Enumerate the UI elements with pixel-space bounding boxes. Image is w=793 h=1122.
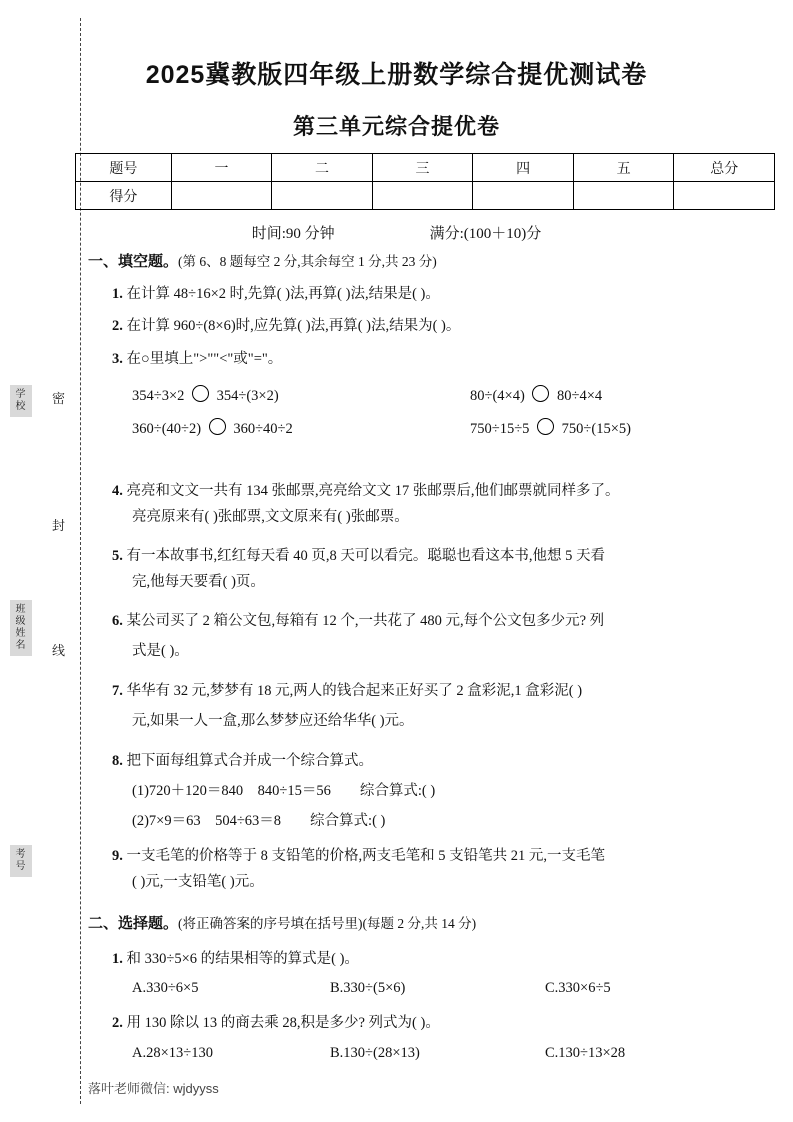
expression-left: 354÷3×2	[132, 388, 185, 404]
side-box-school: 学校	[10, 385, 32, 417]
question-1-2	[112, 315, 460, 337]
circle-blank-icon[interactable]	[537, 418, 554, 435]
score-cell[interactable]	[171, 182, 272, 210]
expression-left: 80÷(4×4)	[470, 388, 525, 404]
question-text: 在计算 960÷(8×6)时,应先算( )法,再算( )法,结果为( )。	[126, 318, 461, 334]
question-1-8-line2	[132, 780, 435, 802]
question-1-8-line3	[132, 810, 385, 832]
question-text: (2)7×9＝63 504÷63＝8 综合算式:( )	[132, 813, 386, 829]
option-2-1-b[interactable]: B.330÷(5×6)	[330, 980, 406, 996]
question-text: 在计算 48÷16×2 时,先算( )法,再算( )法,结果是( )。	[126, 286, 440, 302]
question-1-5	[112, 545, 605, 567]
option-2-2-a[interactable]: A.28×13÷130	[132, 1045, 213, 1061]
question-number: 4.	[112, 483, 123, 499]
question-number: 3.	[112, 351, 123, 367]
question-text: 某公司买了 2 箱公文包,每箱有 12 个,一共花了 480 元,每个公文包多少元? 列	[126, 613, 605, 629]
question-1-7	[112, 680, 582, 702]
expression-left: 750÷15÷5	[470, 421, 530, 437]
side-label-seal: 密	[52, 391, 66, 406]
question-1-3	[112, 348, 282, 370]
compare-row-2-left	[132, 418, 293, 438]
question-number: 1.	[112, 286, 123, 302]
expression-right: 750÷(15×5)	[561, 421, 631, 437]
compare-row-1-left	[132, 385, 279, 405]
question-number: 7.	[112, 683, 123, 699]
question-text: 亮亮和文文一共有 134 张邮票,亮亮给文文 17 张邮票后,他们邮票就同样多了。	[126, 483, 620, 499]
score-cell: 四	[473, 154, 574, 182]
question-1-6-line2	[132, 640, 189, 662]
score-cell: 五	[573, 154, 674, 182]
circle-blank-icon[interactable]	[192, 385, 209, 402]
question-1-9-line2	[132, 871, 264, 893]
expression-right: 360÷40÷2	[233, 421, 293, 437]
score-cell[interactable]	[674, 182, 775, 210]
table-row	[76, 154, 775, 182]
question-number: 8.	[112, 753, 123, 769]
side-box-class-name: 班级姓名	[10, 600, 32, 656]
question-1-8	[112, 750, 373, 772]
section-1-title: 一、填空题。	[88, 254, 179, 270]
question-number: 5.	[112, 548, 123, 564]
score-cell: 总分	[674, 154, 775, 182]
expression-left: 360÷(40÷2)	[132, 421, 202, 437]
question-text: 有一本故事书,红红每天看 40 页,8 天可以看完。聪聪也看这本书,他想 5 天看	[126, 548, 605, 564]
question-text: 华华有 32 元,梦梦有 18 元,两人的钱合起来正好买了 2 盒彩泥,1 盒彩泥( )	[126, 683, 583, 699]
option-2-1-c[interactable]: C.330×6÷5	[545, 980, 611, 996]
question-text: (1)720＋120＝840 840÷15＝56 综合算式:( )	[132, 783, 436, 799]
question-text: 把下面每组算式合并成一个综合算式。	[126, 753, 373, 769]
question-2-2	[112, 1012, 440, 1034]
section-1-note: (第 6、8 题每空 2 分,其余每空 1 分,共 23 分)	[178, 254, 437, 269]
score-cell[interactable]	[272, 182, 373, 210]
question-text: 和 330÷5×6 的结果相等的算式是( )。	[126, 951, 359, 967]
circle-blank-icon[interactable]	[209, 418, 226, 435]
question-number: 1.	[112, 951, 123, 967]
question-text: 一支毛笔的价格等于 8 支铅笔的价格,两支毛笔和 5 支铅笔共 21 元,一支毛笔	[126, 848, 605, 864]
option-2-2-b[interactable]: B.130÷(28×13)	[330, 1045, 420, 1061]
question-number: 9.	[112, 848, 123, 864]
question-1-6	[112, 610, 604, 632]
score-cell[interactable]	[473, 182, 574, 210]
side-label-line: 线	[52, 643, 66, 658]
question-text: ( )元,一支铅笔( )元。	[132, 874, 264, 890]
score-cell: 二	[272, 154, 373, 182]
section-2-heading	[88, 912, 476, 933]
question-text: 完,他每天要看( )页。	[132, 574, 265, 590]
question-text: 用 130 除以 13 的商去乘 28,积是多少? 列式为( )。	[126, 1015, 440, 1031]
question-1-4-line2	[132, 506, 409, 528]
exam-full-score: 满分:(100＋10)分	[429, 226, 542, 242]
question-number: 2.	[112, 318, 123, 334]
side-box-exam-number: 考号	[10, 845, 32, 877]
score-cell: 题号	[76, 154, 172, 182]
question-1-4	[112, 480, 620, 502]
question-text: 在○里填上">""<"或"="。	[126, 351, 283, 367]
question-number: 2.	[112, 1015, 123, 1031]
circle-blank-icon[interactable]	[532, 385, 549, 402]
question-1-7-line2	[132, 710, 414, 732]
compare-row-2-right	[470, 418, 631, 438]
score-cell[interactable]	[372, 182, 473, 210]
question-number: 6.	[112, 613, 123, 629]
side-label-feng: 封	[52, 518, 66, 533]
question-text: 元,如果一人一盒,那么梦梦应还给华华( )元。	[132, 713, 414, 729]
score-table	[75, 153, 775, 210]
question-1-5-line2	[132, 571, 265, 593]
score-cell[interactable]	[573, 182, 674, 210]
table-row	[76, 182, 775, 210]
score-cell: 一	[171, 154, 272, 182]
watermark-footer: 落叶老师微信: wjdyyss	[88, 1081, 219, 1096]
expression-right: 354÷(3×2)	[216, 388, 279, 404]
section-2-note: (将正确答案的序号填在括号里)(每题 2 分,共 14 分)	[178, 916, 477, 931]
question-2-1	[112, 948, 359, 970]
page-title: 2025冀教版四年级上册数学综合提优测试卷	[145, 61, 648, 89]
section-1-heading	[88, 250, 437, 271]
exam-meta	[0, 222, 793, 243]
score-cell: 三	[372, 154, 473, 182]
exam-time: 时间:90 分钟	[251, 226, 335, 242]
question-1-1	[112, 283, 440, 305]
question-1-9	[112, 845, 605, 867]
option-2-2-c[interactable]: C.130÷13×28	[545, 1045, 626, 1061]
question-text: 亮亮原来有( )张邮票,文文原来有( )张邮票。	[132, 509, 409, 525]
section-2-title: 二、选择题。	[88, 916, 179, 932]
question-text: 式是( )。	[132, 643, 189, 659]
score-cell: 得分	[76, 182, 172, 210]
expression-right: 80÷4×4	[557, 388, 603, 404]
option-2-1-a[interactable]: A.330÷6×5	[132, 980, 199, 996]
compare-row-1-right	[470, 385, 602, 405]
page-subtitle: 第三单元综合提优卷	[292, 114, 500, 139]
